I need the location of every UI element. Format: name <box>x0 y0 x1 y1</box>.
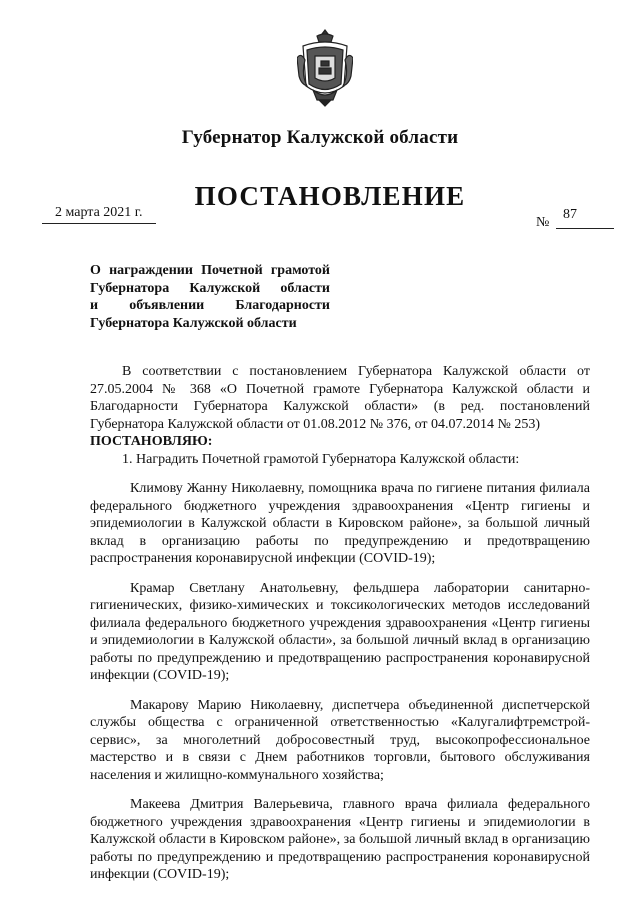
document-subject <box>90 262 330 332</box>
awardee-paragraph: Крамар Светлану Анатольевну, фельдшера лаборатории санитарно-гигиенических, физико-химических и токсикологических методов исследований филиала федерального бюджетного учреждения здравоохранения «Центр гигиены и эпидемиологии в Калужской области», за большой личный вклад в организацию работы по предупреждению и предотвращению распространения коронавирусной инфекции (COVID-19); <box>90 580 590 683</box>
awardee-paragraph: Макеева Дмитрия Валерьевича, главного врача филиала федерального бюджетного учреждения здравоохранения «Центр гигиены и эпидемиологии в Калужской области в Кировском районе», за большой личный вклад в организацию работы по предупреждению и предотвращению распространения коронавирусной инфекции (COVID-19); <box>90 797 590 882</box>
awardee-paragraph: Макарову Марию Николаевну, диспетчера объединенной диспетчерской службы общества с ограниченной ответственностью «Калугалифтремстрой-сервис», за многолетний добросовестный труд, высокопрофессиональное мастерство и в связи с Днем работников торговли, бытового обслуживания населения и жилищно-коммунального хозяйства; <box>90 697 590 783</box>
preamble-paragraph: В соответствии с постановлением Губернатора Калужской области от 27.05.2004 № 368 «О Почетной грамоте Губернатора Калужской области и Благодарности Губернатора Калужской области» (в ред. постановлений Губернатора Калужской области от 01.08.2012 № 376, от 04.07.2014 № 253) <box>90 364 590 432</box>
item-paragraph: 1. Наградить Почетной грамотой Губернатора Калужской области: <box>122 451 520 467</box>
number-sign: № <box>536 215 550 230</box>
document-type-title: ПОСТАНОВЛЕНИЕ <box>194 181 466 211</box>
subject-line: и объявлении Благодарности <box>90 298 330 313</box>
decree-word: ПОСТАНОВЛЯЮ: <box>90 434 213 449</box>
coat-of-arms-icon <box>297 28 353 108</box>
date-underline <box>42 223 156 224</box>
document-number: 87 <box>563 207 577 222</box>
subject-line: Губернатора Калужской области <box>90 280 330 296</box>
issuer-title: Губернатор Калужской области <box>181 127 459 148</box>
document-body <box>90 363 590 884</box>
document-date: 2 марта 2021 г. <box>55 205 143 220</box>
awardee-paragraph: Климову Жанну Николаевну, помощника врача по гигиене питания филиала федерального бюджетного учреждения здравоохранения «Центр гигиены и эпидемиологии в Калужской области в Кировском районе», за большой личный вклад в организацию работы по предупреждению и предотвращению распространения коронавирусной инфекции (COVID-19); <box>90 481 590 566</box>
subject-line: Губернатора Калужской области <box>90 315 297 331</box>
subject-line: О награждении Почетной грамотой <box>90 263 330 278</box>
number-underline <box>556 228 614 229</box>
